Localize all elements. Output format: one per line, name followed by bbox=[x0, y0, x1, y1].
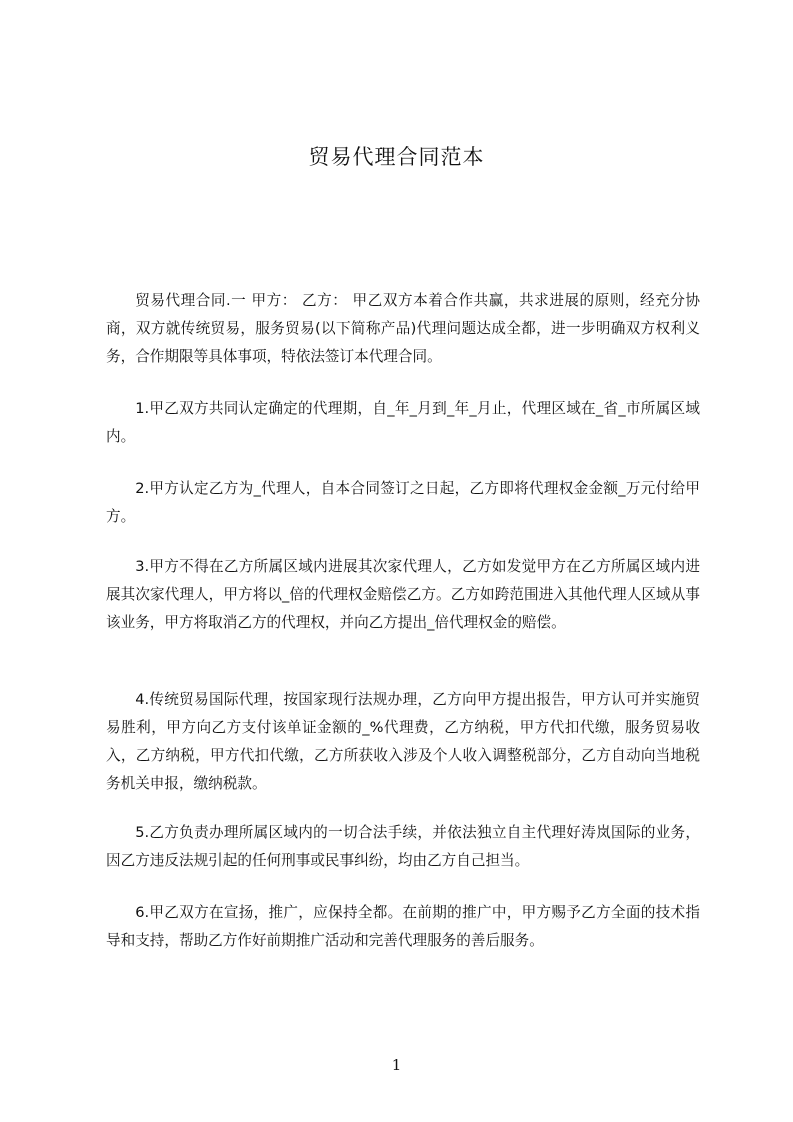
clause-5-paragraph: 5.乙方负责办理所属区域内的一切合法手续，并依法独立自主代理好涛岚国际的业务，因乙方违反法规引起的任何刑事或民事纠纷，均由乙方自己担当。 bbox=[106, 824, 700, 869]
page-number: 1 bbox=[391, 1056, 402, 1074]
clause-2-paragraph: 2.甲方认定乙方为_代理人，自本合同签订之日起，乙方即将代理权金金额_万元付给甲方。 bbox=[106, 480, 700, 525]
intro-paragraph: 贸易代理合同.一 甲方： 乙方： 甲乙双方本着合作共赢，共求进展的原则，经充分协商，双方就传统贸易，服务贸易(以下简称产品)代理问题达成全都，进一步明确双方权利义务，合作期限等具体事项，特依法签订本代理合同。 bbox=[106, 292, 701, 365]
clause-6-paragraph: 6.甲乙双方在宣扬，推广，应保持全都。在前期的推广中，甲方赐予乙方全面的技术指导和支持，帮助乙方作好前期推广活动和完善代理服务的善后服务。 bbox=[106, 904, 700, 949]
clause-1-paragraph: 1.甲乙双方共同认定确定的代理期，自_年_月到_年_月止，代理区域在_省_市所属区域内。 bbox=[106, 400, 700, 445]
clause-4-paragraph: 4.传统贸易国际代理，按国家现行法规办理，乙方向甲方提出报告，甲方认可并实施贸易胜利，甲方向乙方支付该单证金额的_%代理费，乙方纳税，甲方代扣代缴，服务贸易收入，乙方纳税，甲方代扣代缴，乙方所获收入涉及个人收入调整税部分，乙方自动向当地税务机关申报，缴纳税款。 bbox=[106, 691, 700, 792]
clause-3-paragraph: 3.甲方不得在乙方所属区域内进展其次家代理人，乙方如发觉甲方在乙方所属区域内进展其次家代理人，甲方将以_倍的代理权金赔偿乙方。乙方如跨范围进入其他代理人区域从事该业务，甲方将取消乙方的代理权，并向乙方提出_倍代理权金的赔偿。 bbox=[106, 558, 700, 631]
document-title: 贸易代理合同范本 bbox=[308, 145, 485, 169]
